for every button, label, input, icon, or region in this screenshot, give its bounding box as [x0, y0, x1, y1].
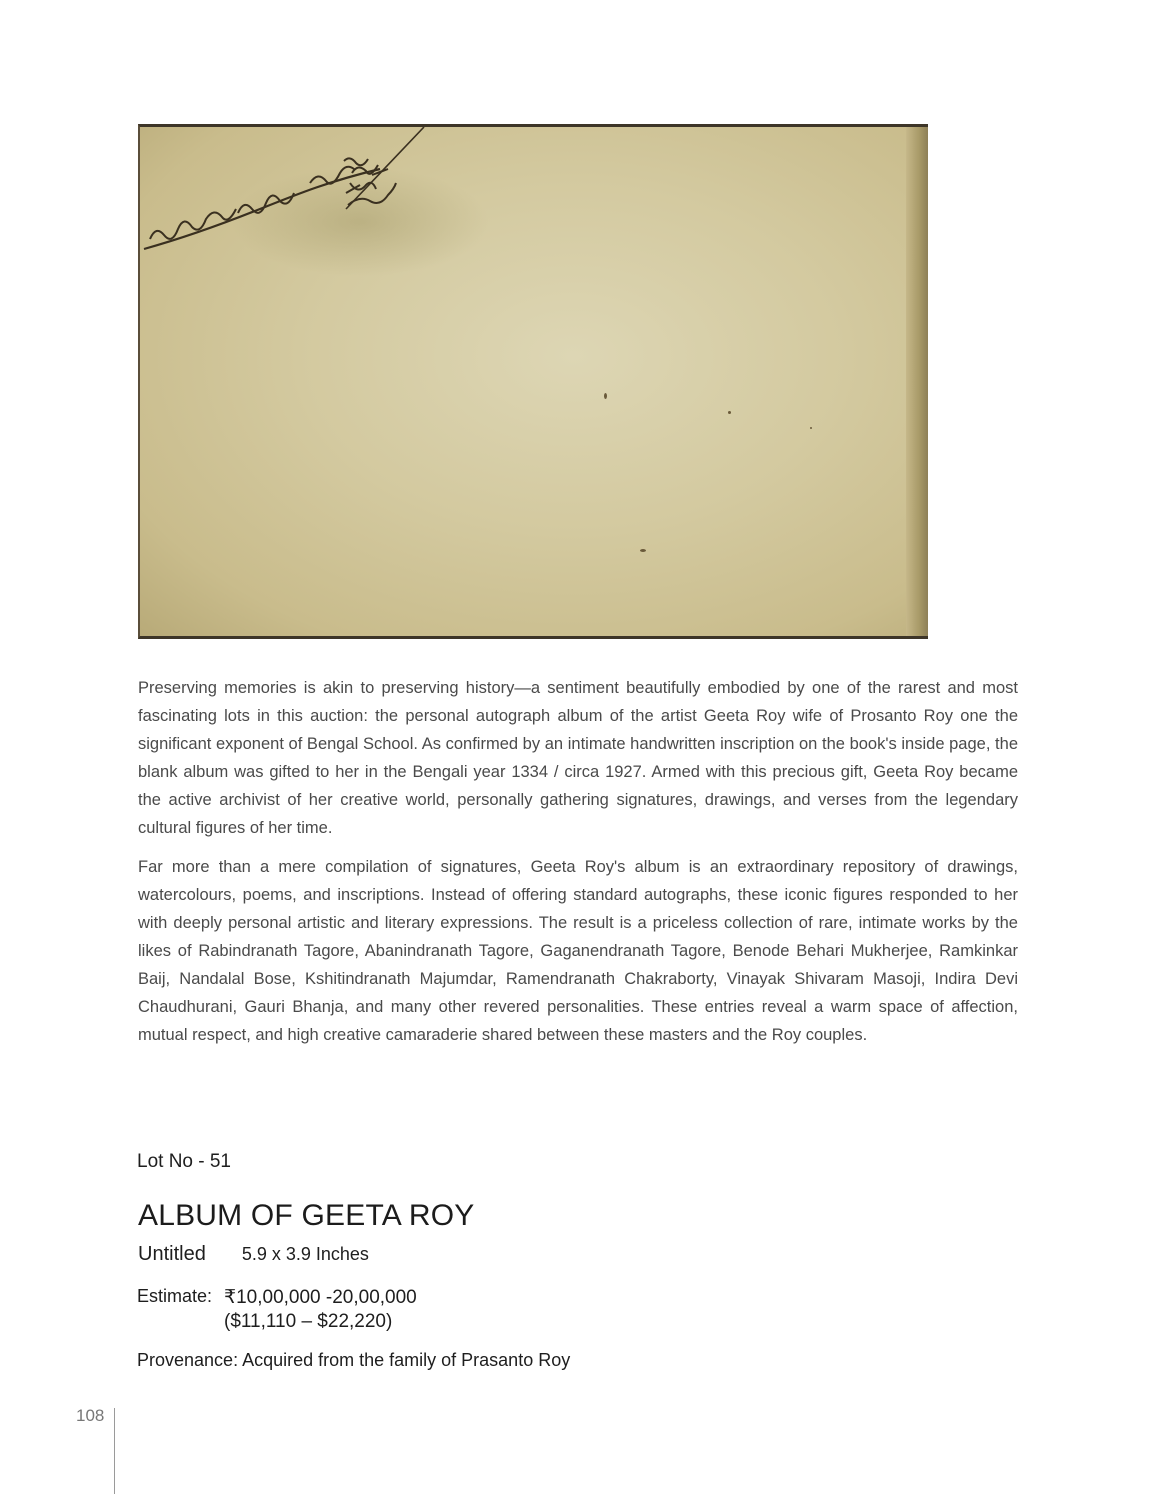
lot-subtitle-row	[138, 1243, 369, 1266]
estimate-label: Estimate:	[137, 1286, 213, 1306]
paper-speck	[604, 393, 607, 399]
estimate-usd: ($11,110 – $22,220)	[224, 1311, 393, 1332]
album-page-photo	[138, 124, 928, 639]
paper-speck	[640, 549, 646, 552]
artwork-title: Untitled	[138, 1243, 206, 1265]
description-paragraph-1: Preserving memories is akin to preserving history—a sentiment beautifully embodied by one of the rarest and most fascinating lots in this auction: the personal autograph album of the artist Geeta Roy wife of Prosanto Roy one the significant exponent of Bengal School. As confirmed by an intimate handwritten inscription on the book's inside page, the blank album was gifted to her in the Bengali year 1334 / circa 1927. Armed with this precious gift, Geeta Roy became the active archivist of her creative world, personally gathering signatures, drawings, and verses from the legendary cultural figures of her time.	[138, 679, 1018, 837]
paper-speck	[728, 411, 731, 414]
description-paragraph-2: Far more than a mere compilation of signatures, Geeta Roy's album is an extraordinary repository of drawings, watercolours, poems, and inscriptions. Instead of offering standard autographs, these iconic figures responded to her with deeply personal artistic and literary expressions. The result is a priceless collection of rare, intimate works by the likes of Rabindranath Tagore, Abanindranath Tagore, Gaganendranath Tagore, Benode Behari Mukherjee, Ramkinkar Baij, Nandalal Bose, Kshitindranath Majumdar, Ramendranath Chakraborty, Vinayak Shivaram Masoji, Indira Devi Chaudhurani, Gauri Bhanja, and many other revered personalities. These entries reveal a warm space of affection, mutual respect, and high creative camaraderie shared between these masters and the Roy couples.	[138, 858, 1018, 1044]
paper-speck	[810, 427, 812, 429]
handwritten-inscription	[140, 127, 928, 639]
page-number: 108	[76, 1406, 105, 1425]
estimate-inr: ₹10,00,000 -20,00,000	[224, 1287, 417, 1308]
lot-title: ALBUM OF GEETA ROY	[138, 1199, 475, 1232]
estimate-value	[224, 1286, 417, 1334]
lot-number: Lot No - 51	[137, 1151, 231, 1172]
provenance: Provenance: Acquired from the family of Prasanto Roy	[137, 1350, 571, 1370]
page-margin-rule	[114, 1408, 115, 1494]
artwork-dimensions: 5.9 x 3.9 Inches	[241, 1244, 369, 1264]
